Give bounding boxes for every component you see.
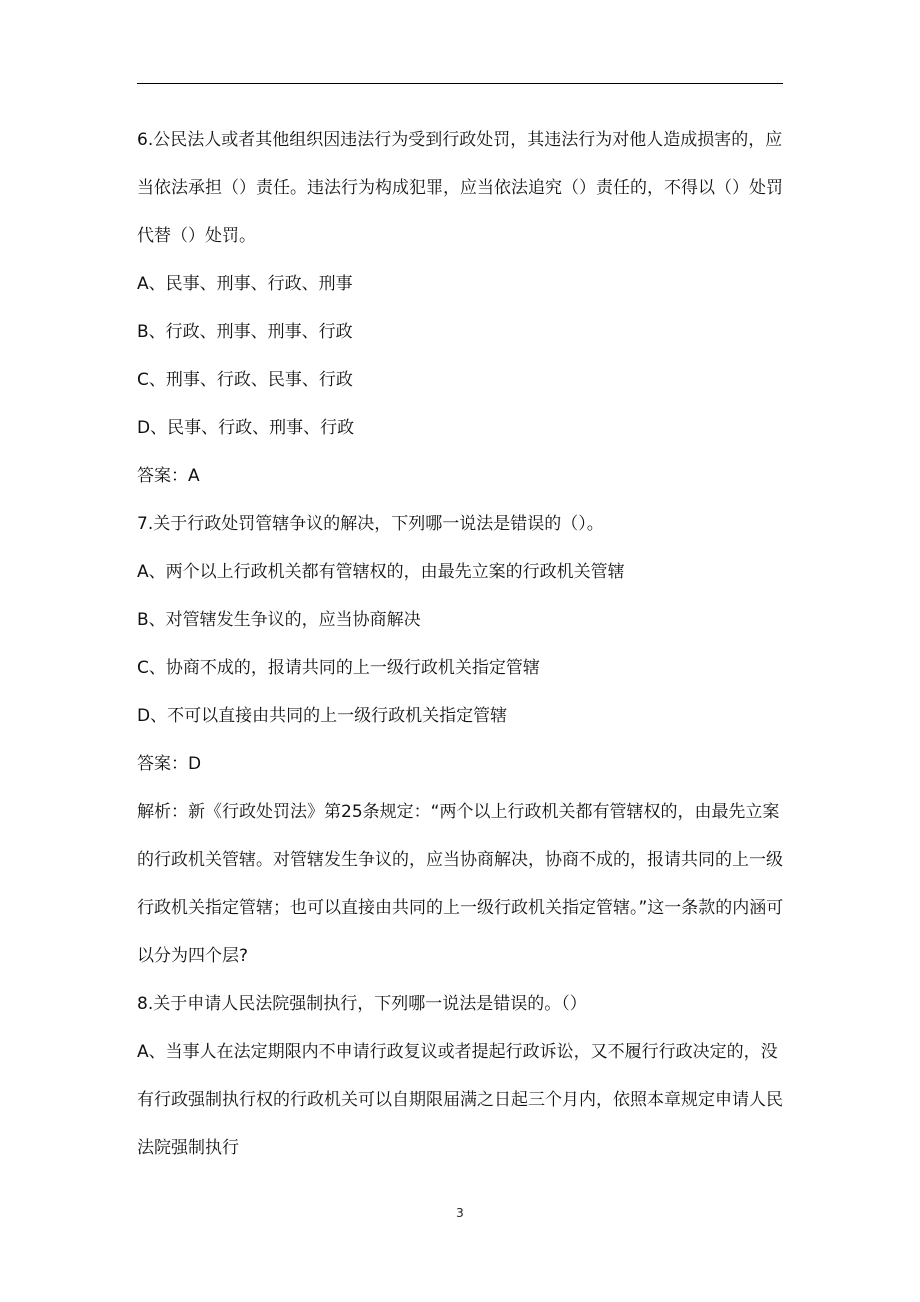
question-6-answer: 答案：A: [137, 466, 200, 486]
question-7-answer: 答案：D: [137, 754, 202, 774]
question-8-stem: 8.关于申请人民法院强制执行，下列哪一说法是错误的。（）: [137, 994, 587, 1014]
question-7-option-a: A、两个以上行政机关都有管辖权的，由最先立案的行政机关管辖: [137, 562, 625, 582]
question-6-option-b: B、行政、刑事、刑事、行政: [137, 322, 353, 342]
question-6-option-d: D、民事、行政、刑事、行政: [137, 418, 355, 438]
page-number: 3: [456, 1206, 464, 1220]
question-6-option-a: A、民事、刑事、行政、刑事: [137, 274, 353, 294]
question-6-stem: 6.公民法人或者其他组织因违法行为受到行政处罚，其违法行为对他人造成损害的，应当依法承担（）责任。违法行为构成犯罪，应当依法追究（）责任的，不得以（）处罚代替（）处罚。: [137, 130, 783, 246]
question-7-analysis: 解析：新《行政处罚法》第25条规定：“两个以上行政机关都有管辖权的，由最先立案的行政机关管辖。对管辖发生争议的，应当协商解决，协商不成的，报请共同的上一级行政机关指定管辖；也可以直接由共同的上一级行政机关指定管辖。”这一条款的内涵可以分为四个层?: [137, 802, 784, 966]
header-rule: [137, 83, 783, 84]
question-8-option-a: A、当事人在法定期限内不申请行政复议或者提起行政诉讼，又不履行行政决定的，没有行政强制执行权的行政机关可以自期限届满之日起三个月内，依照本章规定申请人民法院强制执行: [137, 1042, 783, 1158]
question-7-option-d: D、不可以直接由共同的上一级行政机关指定管辖: [137, 706, 508, 726]
question-7-option-c: C、协商不成的，报请共同的上一级行政机关指定管辖: [137, 658, 540, 678]
question-7-option-b: B、对管辖发生争议的，应当协商解决: [137, 610, 421, 630]
question-6-option-c: C、刑事、行政、民事、行政: [137, 370, 353, 390]
document-body: [137, 116, 785, 1172]
question-7-stem: 7.关于行政处罚管辖争议的解决，下列哪一说法是错误的（）。: [137, 514, 604, 534]
